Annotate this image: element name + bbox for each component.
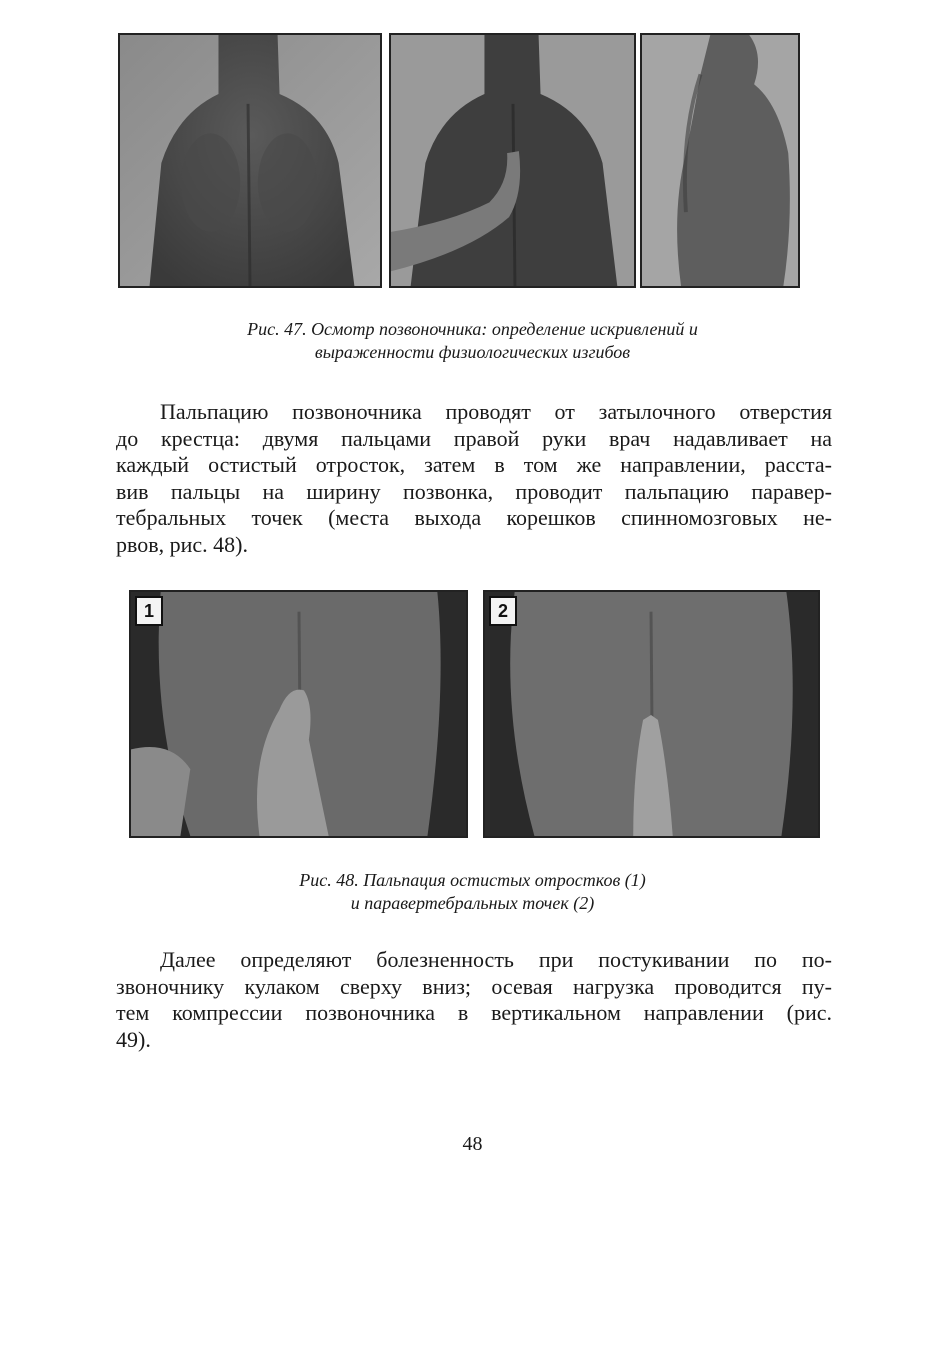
figure-48-caption-line: Рис. 48. Пальпация остистых отростков (1)	[299, 870, 646, 890]
panel-number-badge: 2	[489, 596, 517, 626]
paragraph-line: 49).	[116, 1026, 151, 1052]
paragraph-line: Пальпацию позвоночника проводят от затылочного отверстия	[160, 399, 832, 424]
figure-48-caption-line: и паравертебральных точек (2)	[350, 893, 595, 913]
page-number: 48	[462, 1133, 483, 1155]
paragraph-percussion	[116, 947, 832, 1053]
figure-47-photo-back-with-hand	[389, 33, 636, 288]
figure-48-panel-1-photo	[129, 590, 468, 838]
figure-47-photo-back-view	[118, 33, 382, 288]
paragraph-line: рвов, рис. 48).	[116, 531, 248, 557]
panel-number-badge: 1	[135, 596, 163, 626]
figure-47-caption-line: Рис. 47. Осмотр позвоночника: определение искривлений и	[247, 319, 698, 339]
figure-47-caption-line: выраженности физиологических изгибов	[314, 342, 631, 362]
figure-48-caption	[0, 869, 945, 915]
figure-47-photo-side-view	[640, 33, 800, 288]
paragraph-line: тебральных точек (места выхода корешков спинномозговых не-	[116, 505, 832, 530]
paragraph-palpation	[116, 399, 832, 558]
paragraph-line: каждый остистый отросток, затем в том же направлении, расста-	[116, 452, 832, 477]
paragraph-line: вив пальцы на ширину позвонка, проводит пальпацию паравер-	[116, 478, 832, 504]
figure-48-panel-2-photo	[483, 590, 820, 838]
paragraph-line: Далее определяют болезненность при постукивании по по-	[160, 947, 832, 972]
figure-47-caption	[0, 318, 945, 364]
paragraph-line: тем компрессии позвоночника в вертикальном направлении (рис.	[116, 1000, 832, 1025]
paragraph-line: до крестца: двумя пальцами правой руки врач надавливает на	[116, 425, 832, 451]
paragraph-line: звоночнику кулаком сверху вниз; осевая нагрузка проводится пу-	[116, 973, 832, 999]
